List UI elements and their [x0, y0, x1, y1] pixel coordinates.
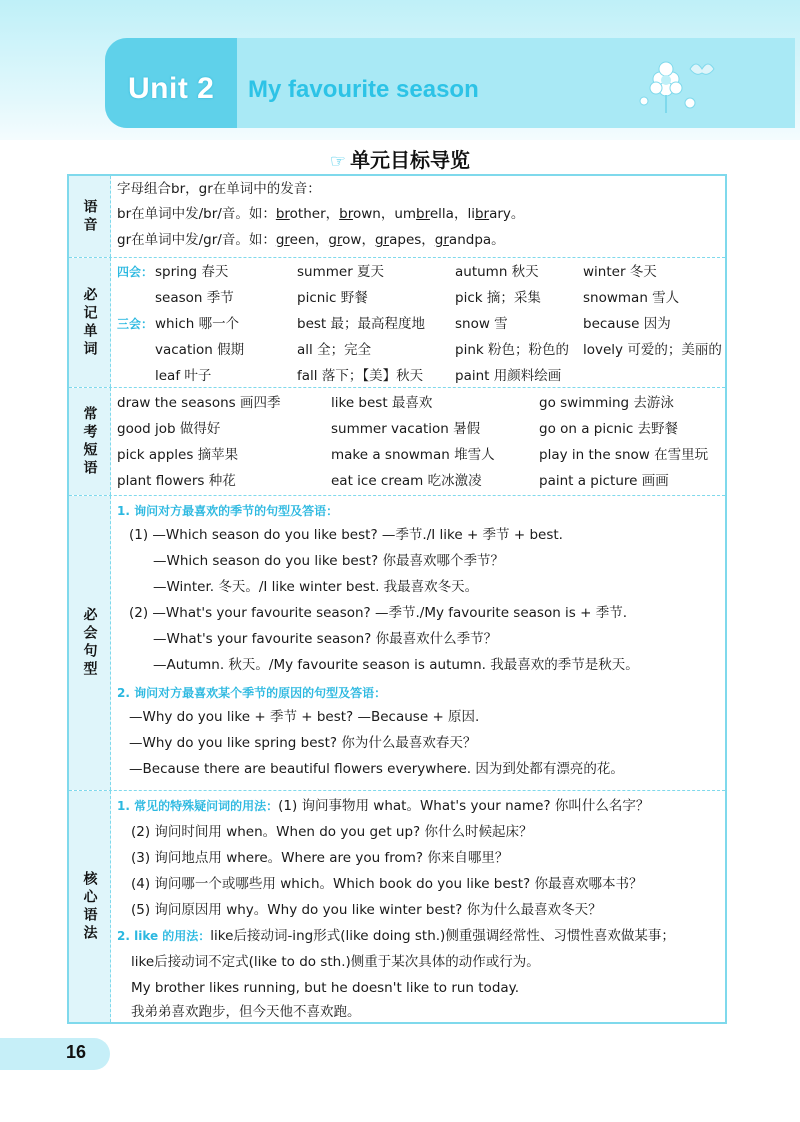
vocab-word: autumn 秋天 [455, 264, 539, 280]
phrase-item: good job 做得好 [117, 421, 221, 437]
phrase-item: go on a picnic 去野餐 [539, 421, 679, 437]
vocab-word: pink 粉色；粉色的 [455, 342, 569, 358]
vocab-word: season 季节 [155, 290, 234, 306]
phrase-item: draw the seasons 画四季 [117, 395, 281, 411]
example-word: library [467, 206, 511, 222]
sentence-line: —Which season do you like best? 你最喜欢哪个季节？ [153, 553, 504, 569]
vocab-word: snowman 雪人 [583, 290, 680, 306]
label-sentences: 必会句型 [69, 496, 111, 790]
summary-table [67, 174, 727, 1024]
row-sentences [69, 496, 725, 791]
vocab-word: picnic 野餐 [297, 290, 368, 306]
sentence-line: —Autumn. 秋天。/My favourite season is autumn. 我最喜欢的季节是秋天。 [153, 657, 639, 673]
hand-pointer-icon: ☞ [329, 151, 347, 172]
row-phonics [69, 176, 725, 258]
example-word: umbrella [394, 206, 454, 222]
phrase-item: pick apples 摘苹果 [117, 447, 239, 463]
example-word: grandpa [434, 232, 492, 248]
sentences-head-1: 1. 询问对方最喜欢的季节的句型及答语： [117, 504, 339, 518]
unit-label: Unit 2 [128, 72, 215, 105]
phrase-item: plant flowers 种花 [117, 473, 236, 489]
vocab-word: leaf 叶子 [155, 368, 212, 384]
section-title-text: 单元目标导览 [350, 148, 471, 172]
label-grammar: 核心语法 [69, 791, 111, 1022]
page-number-tab [0, 1038, 110, 1070]
phonics-gr-line: gr在单词中发/gr/音。如：green，grow，grapes，grandpa。 [117, 232, 505, 248]
vocab-word: best 最；最高程度地 [297, 316, 425, 332]
grammar-line: 我弟弟喜欢跑步，但今天他不喜欢跑。 [131, 1004, 361, 1020]
grammar-line: (4) 询问哪一个或哪些用 which。Which book do you like best? 你最喜欢哪本书？ [131, 876, 643, 892]
grammar-line-1: 1. 常见的特殊疑问词的用法：(1) 询问事物用 what。What's your name? 你叫什么名字？ [117, 798, 650, 814]
grammar-line: (3) 询问地点用 where。Where are you from? 你来自哪里？ [131, 850, 509, 866]
sentence-line: (2) —What's your favourite season? —季节./My favourite season is + 季节. [129, 605, 628, 621]
tag-three: 三会： [117, 317, 154, 331]
example-word: grapes [374, 232, 422, 248]
sentence-line: —What's your favourite season? 你最喜欢什么季节？ [153, 631, 498, 647]
label-phrases: 常考短语 [69, 388, 111, 495]
phrase-item: go swimming 去游泳 [539, 395, 674, 411]
vocab-word: pick 摘；采集 [455, 290, 541, 306]
vocab-word: snow 雪 [455, 316, 508, 332]
phonics-intro: 字母组合br，gr在单词中的发音： [117, 181, 321, 197]
sentence-line: —Why do you like + 季节 + best? —Because + 原因. [129, 709, 480, 725]
phonics-br-line: br在单词中发/br/音。如：brother，brown，umbrella，library。 [117, 206, 525, 222]
sentence-line: —Because there are beautiful flowers everywhere. 因为到处都有漂亮的花。 [129, 761, 624, 777]
grammar-line: (5) 询问原因用 why。Why do you like winter best? 你为什么最喜欢冬天？ [131, 902, 602, 918]
grammar-line: like后接动词不定式(like to do sth.)侧重于某次具体的动作或行为。 [131, 954, 540, 970]
phrase-item: like best 最喜欢 [331, 395, 433, 411]
row-vocab [69, 258, 725, 388]
phrase-item: play in the snow 在雪里玩 [539, 447, 709, 463]
vocab-word: all 全；完全 [297, 342, 372, 358]
label-phonics: 语音 [69, 176, 111, 257]
grammar-line: (2) 询问时间用 when。When do you get up? 你什么时候起床？ [131, 824, 533, 840]
vocab-word: fall 落下；【美】秋天 [297, 368, 424, 384]
example-word: brown [339, 206, 381, 222]
sentence-line: —Winter. 冬天。/I like winter best. 我最喜欢冬天。 [153, 579, 479, 595]
vocab-word: which 哪一个 [155, 316, 240, 332]
phrase-item: paint a picture 画画 [539, 473, 669, 489]
vocab-word: summer 夏天 [297, 264, 385, 280]
sentence-line: —Why do you like spring best? 你为什么最喜欢春天？ [129, 735, 477, 751]
vocab-word: lovely 可爱的；美丽的 [583, 342, 722, 358]
phrase-item: make a snowman 堆雪人 [331, 447, 495, 463]
vocab-word: spring 春天 [155, 264, 229, 280]
row-grammar [69, 791, 725, 1022]
vocab-word: paint 用颜料绘画 [455, 368, 562, 384]
example-word: grow [328, 232, 362, 248]
phrase-item: eat ice cream 吃冰激凌 [331, 473, 482, 489]
tag-four: 四会： [117, 265, 154, 279]
grammar-line-2: 2. like 的用法：like后接动词-ing形式(like doing sth.)侧重强调经常性、习惯性喜欢做某事； [117, 928, 675, 944]
example-word: brother [275, 206, 326, 222]
sentences-head-2: 2. 询问对方最喜欢某个季节的原因的句型及答语： [117, 686, 387, 700]
section-title [0, 144, 800, 173]
sentence-line: (1) —Which season do you like best? —季节./I like + 季节 + best. [129, 527, 563, 543]
grammar-line: My brother likes running, but he doesn't like to run today. [131, 980, 520, 996]
unit-title: My favourite season [248, 76, 479, 103]
page-number: 16 [66, 1042, 87, 1062]
row-phrases [69, 388, 725, 496]
example-word: green [275, 232, 315, 248]
phrase-item: summer vacation 暑假 [331, 421, 481, 437]
vocab-word: vacation 假期 [155, 342, 245, 358]
vocab-word: because 因为 [583, 316, 671, 332]
flower-decoration-icon [630, 55, 720, 115]
vocab-word: winter 冬天 [583, 264, 657, 280]
label-vocab: 必记单词 [69, 258, 111, 387]
